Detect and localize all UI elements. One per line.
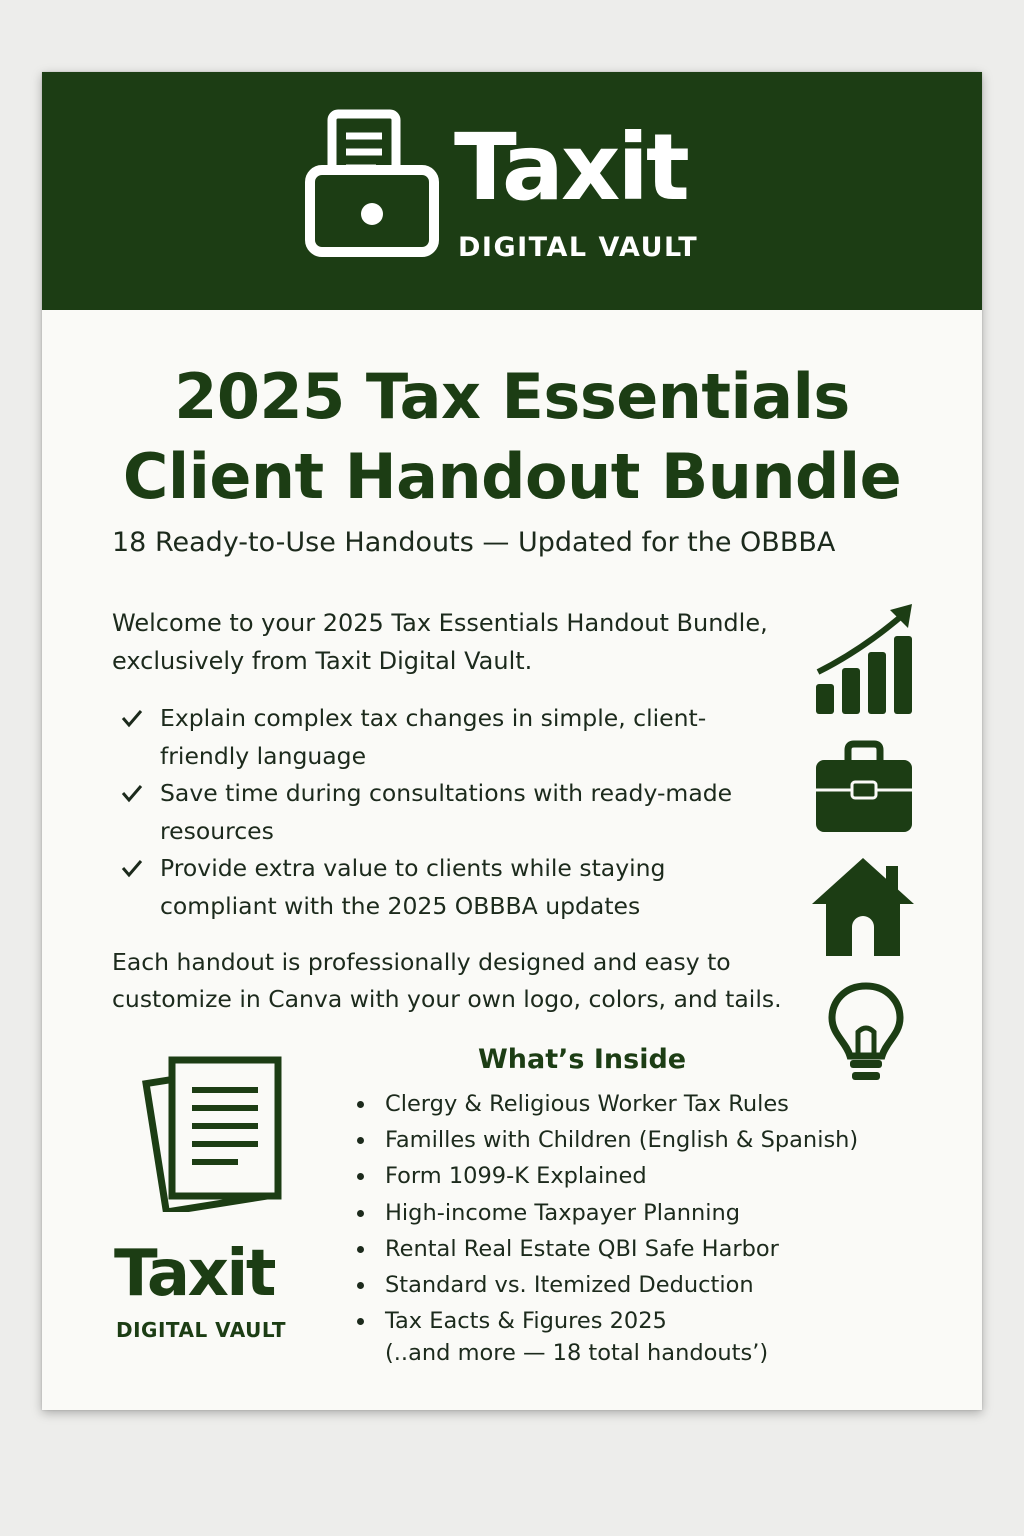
checkmark-icon bbox=[120, 856, 144, 880]
closing-paragraph: Each handout is professionally designed and easy to customize in Canva with your own logo, colors, and tails. bbox=[112, 948, 782, 1013]
list-item bbox=[354, 1158, 954, 1194]
benefit-item bbox=[120, 850, 760, 925]
title-line-2: Client Handout Bundle bbox=[122, 440, 902, 513]
list-item-text: Rental Real Estate QBI Safe Harbor bbox=[385, 1235, 779, 1262]
list-item bbox=[354, 1267, 954, 1303]
bullet-icon bbox=[357, 1137, 364, 1144]
page-title bbox=[42, 357, 982, 517]
benefit-item bbox=[120, 775, 760, 850]
subtitle: 18 Ready-to-Use Handouts — Updated for the OBBBA bbox=[112, 527, 836, 558]
brand-tagline: DIGITAL VAULT bbox=[458, 232, 699, 263]
list-item-text: Clergy & Religious Worker Tax Rules bbox=[385, 1091, 789, 1117]
list-item-text: Familles with Children (English & Spanish) bbox=[385, 1127, 859, 1154]
benefit-text: Explain complex tax changes in simple, client-friendly language bbox=[160, 704, 707, 770]
title-line-1: 2025 Tax Essentials bbox=[174, 360, 850, 433]
list-item bbox=[354, 1086, 954, 1122]
bullet-icon bbox=[357, 1101, 364, 1108]
checkmark-icon bbox=[120, 781, 144, 805]
benefit-item bbox=[120, 700, 760, 775]
more-note: (..and more — 18 total handouts’) bbox=[385, 1340, 769, 1366]
bullet-icon bbox=[357, 1173, 364, 1180]
benefit-text: Save time during consultations with ready-made resources bbox=[160, 779, 733, 845]
list-item-text: High-income Taxpayer Planning bbox=[385, 1199, 741, 1226]
briefcase-icon bbox=[814, 740, 914, 836]
list-item-text: Form 1099-K Explained bbox=[385, 1163, 647, 1190]
list-item bbox=[354, 1195, 954, 1231]
brand-title: Taxit bbox=[454, 114, 687, 221]
list-item bbox=[354, 1122, 954, 1158]
list-item-text: Tax Eacts & Figures 2025 bbox=[385, 1308, 667, 1335]
benefit-text: Provide extra value to clients while staying compliant with the 2025 OBBBA updates bbox=[160, 854, 666, 920]
list-item bbox=[354, 1231, 954, 1267]
checkmark-icon bbox=[120, 706, 144, 730]
documents-icon bbox=[142, 1052, 292, 1212]
list-item bbox=[354, 1303, 954, 1339]
bullet-icon bbox=[357, 1210, 364, 1217]
intro-paragraph: Welcome to your 2025 Tax Essentials Handout Bundle, exclusively from Taxit Digital Vault. bbox=[112, 609, 768, 675]
vault-document-icon bbox=[304, 108, 440, 258]
growth-chart-icon bbox=[812, 600, 916, 718]
house-icon bbox=[810, 856, 916, 958]
section-heading: What’s Inside bbox=[478, 1044, 687, 1075]
brand-mark-tagline: DIGITAL VAULT bbox=[116, 1318, 286, 1342]
header-banner bbox=[42, 72, 982, 310]
lightbulb-icon bbox=[826, 980, 906, 1088]
bullet-icon bbox=[357, 1246, 364, 1253]
handout-flyer bbox=[42, 72, 982, 1410]
bullet-icon bbox=[357, 1282, 364, 1289]
bullet-icon bbox=[357, 1318, 364, 1325]
list-item-text: Standard vs. Itemized Deduction bbox=[385, 1272, 754, 1299]
brand-mark-title: Taxit bbox=[114, 1237, 274, 1311]
contents-list bbox=[354, 1086, 954, 1339]
benefits-list bbox=[120, 700, 760, 925]
